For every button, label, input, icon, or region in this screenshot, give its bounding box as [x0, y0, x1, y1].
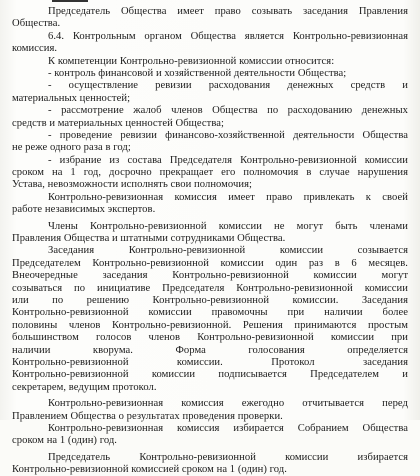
text-line: Председателем Контрольно-ревизионной комиссии один раз в 6 месяцев.: [12, 257, 408, 269]
text-line: Правлением Общества о результатах проведения проверки.: [12, 410, 283, 422]
text-line: Контрольно-ревизионной комиссии подписывается Председателем и: [12, 369, 408, 381]
text-line: 6.4. Контрольным органом Общества является Контрольно-ревизионная: [48, 30, 408, 42]
text-line: созываться по инициативе Председателя Контрольно-ревизионной комиссии: [12, 282, 408, 294]
text-line: Контрольно-ревизионная комиссия имеет право привлекать к своей: [48, 191, 408, 203]
text-line: большинством голосов членов Контрольно-ревизионной комиссии при: [12, 332, 408, 344]
text-line: сроком на 1 (один) год.: [12, 435, 118, 447]
text-line: Председатель Общества имеет право созывать заседания Правления: [48, 6, 408, 17]
text-line: Члены Контрольно-ревизионной комиссии не могут быть членами: [48, 220, 408, 232]
text-line: - избрание из состава Председателя Контрольно-ревизионной комиссии: [48, 154, 408, 166]
text-line: Контрольно-ревизионная комиссия избирается Собранием Общества: [48, 422, 408, 434]
text-line: или по решению Контрольно-ревизионной комиссии. Заседания: [12, 294, 408, 306]
text-line: Контрольно-ревизионной комиссии правомочны при наличии более: [12, 307, 408, 319]
text-line: комиссия.: [12, 43, 58, 55]
text-line: - осуществление ревизии расходования денежных средств и: [48, 80, 408, 92]
text-line: сроком на 1 год, досрочно прекращает его полномочия в случае нарушения: [12, 167, 408, 179]
text-line: - рассмотрение жалоб членов Общества по расходованию денежных: [48, 105, 408, 117]
text-line: средств и материальных ценностей Общества;: [12, 117, 224, 129]
text-line: работе независимых экспертов.: [12, 204, 156, 216]
text-line: Правления Общества и штатными сотрудниками Общества.: [12, 233, 286, 245]
text-line: Заседания Контрольно-ревизионной комиссии созывается: [48, 245, 408, 257]
text-line: Контрольно-ревизионной комиссией сроком на 1 (один) год.: [12, 464, 287, 476]
text-line: Внеочередные заседания Контрольно-ревизионной комиссии могут: [12, 270, 408, 282]
text-line: половины членов Контрольно-ревизионной. Решения принимаются простым: [12, 319, 408, 331]
text-line: не реже одного раза в год;: [12, 142, 131, 154]
text-line: секретарем, ведущим протокол.: [12, 381, 157, 393]
text-line: материальных ценностей;: [12, 92, 131, 104]
text-line: Председатель Контрольно-ревизионной комиссии избирается: [48, 451, 408, 463]
text-line: Общества.: [12, 18, 61, 30]
text-line: - проведение ревизии финансово-хозяйственной деятельности Общества: [48, 129, 408, 141]
cropped-top-line: [12, 0, 408, 6]
text-line: наличии кворума. Форма голосования определяется: [12, 344, 408, 356]
text-line: Контрольно-ревизионная комиссия ежегодно отчитывается перед: [48, 398, 408, 410]
text-line: - контроль финансовой и хозяйственной деятельности Общества;: [48, 67, 347, 79]
text-line: К компетенции Контрольно-ревизионной комиссии относится:: [48, 55, 335, 67]
text-line: Устава, невозможности исполнять свои полномочия;: [12, 179, 253, 191]
text-line: Контрольно-ревизионной комиссии. Протокол заседания: [12, 356, 408, 368]
